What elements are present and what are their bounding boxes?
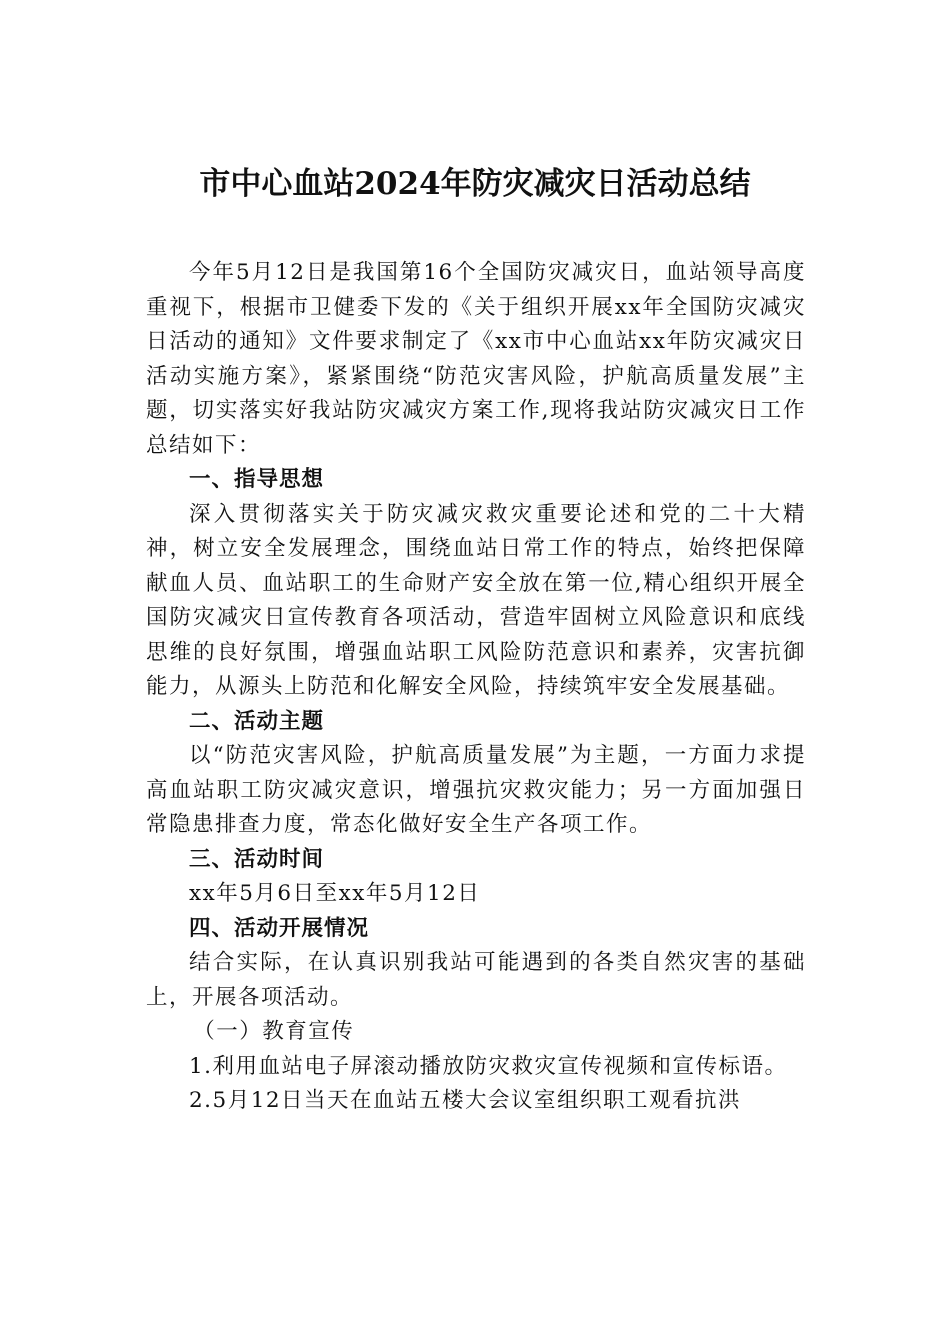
intro-paragraph: 今年5月12日是我国第16个全国防灾减灾日，血站领导高度重视下，根据市卫健委下发的《关于组织开展xx年全国防灾减灾日活动的通知》文件要求制定了《xx市中心血站xx年防灾减灾日活动实施方案》，紧紧围绕“防范灾害风险，护航高质量发展”主题，切实落实好我站防灾减灾方案工作,现将我站防灾减灾日工作总结如下： (146, 260, 806, 458)
section-body-activity-theme: 以“防范灾害风险，护航高质量发展”为主题，一方面力求提高血站职工防灾减灾意识，增强抗灾救灾能力；另一方面加强日常隐患排查力度，常态化做好安全生产各项工作。 (146, 743, 806, 837)
section-heading-activity-time: 三、活动时间 (189, 846, 325, 872)
list-item-2: 2.5月12日当天在血站五楼大会议室组织职工观看抗洪 (189, 1088, 742, 1113)
document-body (146, 256, 806, 1119)
section-body-activity-time: xx年5月6日至xx年5月12日 (189, 881, 481, 906)
section-heading-activity-theme: 二、活动主题 (189, 708, 325, 734)
list-item-1: 1.利用血站电子屏滚动播放防灾救灾宣传视频和宣传标语。 (189, 1053, 788, 1079)
document-title: 市中心血站2024年防灾减灾日活动总结 (199, 166, 751, 202)
section-heading-guiding-ideology: 一、指导思想 (189, 467, 325, 492)
section-heading-activity-status: 四、活动开展情况 (189, 915, 370, 941)
section-body-activity-status: 结合实际，在认真识别我站可能遇到的各类自然灾害的基础上，开展各项活动。 (146, 950, 806, 1010)
section-body-guiding-ideology: 深入贯彻落实关于防灾减灾救灾重要论述和党的二十大精神，树立安全发展理念，围绕血站日常工作的特点，始终把保障献血人员、血站职工的生命财产安全放在第一位,精心组织开展全国防灾减灾日宣传教育各项活动，营造牢固树立风险意识和底线思维的良好氛围，增强血站职工风险防范意识和素养，灾害抗御能力，从源头上防范和化解安全风险，持续筑牢安全发展基础。 (146, 501, 806, 699)
subsection-heading-education: （一）教育宣传 (193, 1019, 355, 1044)
